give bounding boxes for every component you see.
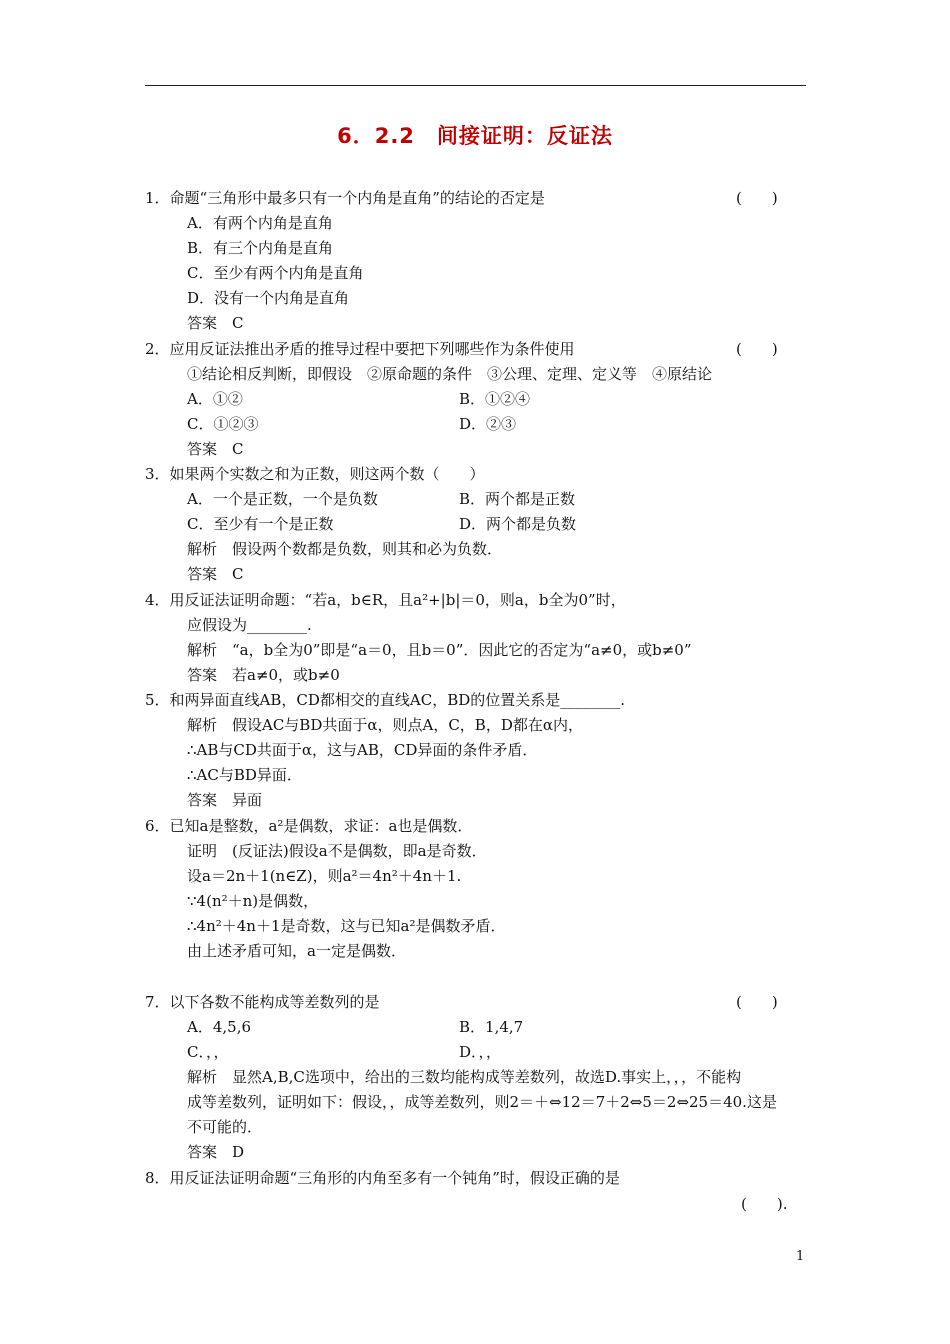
text-line (0, 1065, 950, 1090)
text-segment: 6．已知a是整数，a²是偶数，求证：a也是偶数． (145, 817, 473, 835)
text-segment: C．至少有两个内角是直角 (187, 264, 364, 282)
text-segment: 设a＝2n＋1(n∈Z)，则a²＝4n²＋4n＋1. (187, 867, 462, 885)
text-line (0, 914, 950, 939)
text-segment: B．有三个内角是直角 (187, 239, 334, 257)
text-segment: B．1,4,7 (459, 1018, 524, 1036)
text-line (0, 462, 950, 487)
text-segment: ∴4n²＋4n＋1是奇数，这与已知a²是偶数矛盾． (187, 917, 506, 935)
text-line (0, 1140, 950, 1165)
text-line (0, 311, 950, 336)
text-line (0, 990, 950, 1015)
text-segment: ( ) (736, 993, 778, 1011)
text-line (0, 337, 950, 362)
text-line (0, 788, 950, 813)
text-segment: D．②③ (459, 415, 517, 433)
text-line (0, 387, 950, 412)
text-line (0, 588, 950, 613)
text-segment: ∴AC与BD异面． (187, 766, 302, 784)
text-line (0, 1115, 950, 1140)
text-segment: A．一个是正数，一个是负数 (187, 490, 378, 508)
text-line (0, 1166, 950, 1191)
text-line (0, 839, 950, 864)
text-line (0, 236, 950, 261)
text-segment: 不可能的． (187, 1118, 263, 1136)
text-line (0, 864, 950, 889)
page-title: 6．2.2 间接证明：反证法 (337, 124, 613, 148)
text-segment: C．至少有一个是正数 (187, 515, 334, 533)
text-segment: 解析 显然A,B,C选项中，给出的三数均能构成等差数列，故选D.事实上，，，不能构 (187, 1068, 742, 1086)
text-line (0, 437, 950, 462)
text-segment: 证明 (反证法)假设a不是偶数，即a是奇数． (187, 842, 487, 860)
text-line (0, 713, 950, 738)
text-segment: 8．用反证法证明命题“三角形的内角至多有一个钝角”时，假设正确的是 (145, 1169, 620, 1187)
text-segment: B．①②④ (459, 390, 531, 408)
text-segment: ∵4(n²＋n)是偶数， (187, 892, 319, 910)
text-segment: D．没有一个内角是直角 (187, 289, 350, 307)
text-segment: A．有两个内角是直角 (187, 214, 333, 232)
text-line (0, 1192, 950, 1217)
text-segment: 5．和两异面直线AB，CD都相交的直线AC，BD的位置关系是________. (145, 691, 626, 709)
text-segment: D．，， (459, 1043, 502, 1061)
text-segment: 解析 假设AC与BD共面于α，则点A，C，B，D都在α内， (187, 716, 583, 734)
text-line (0, 738, 950, 763)
text-line (0, 1040, 950, 1065)
header-rule (145, 85, 806, 86)
text-line (0, 487, 950, 512)
text-line (0, 939, 950, 964)
text-line (0, 889, 950, 914)
text-line (0, 1015, 950, 1040)
text-segment: 答案 C (187, 565, 244, 583)
text-line (0, 638, 950, 663)
text-segment: 1．命题“三角形中最多只有一个内角是直角”的结论的否定是 (145, 189, 545, 207)
text-segment: 成等差数列，证明如下：假设，，成等差数列，则2＝＋⇔12＝7＋2⇔5＝2⇔25＝40.这是 (187, 1093, 777, 1111)
text-segment: 答案 C (187, 314, 244, 332)
text-segment: 应假设为________. (187, 616, 312, 634)
text-segment: A．4,5,6 (187, 1018, 251, 1036)
text-segment: D．两个都是负数 (459, 515, 577, 533)
text-line (0, 537, 950, 562)
text-segment: 2．应用反证法推出矛盾的推导过程中要把下列哪些作为条件使用 (145, 340, 575, 358)
text-line (0, 814, 950, 839)
text-line (0, 688, 950, 713)
text-line (0, 512, 950, 537)
text-line (0, 286, 950, 311)
text-line (0, 186, 950, 211)
text-segment: 答案 C (187, 440, 244, 458)
text-segment: 答案 D (187, 1143, 245, 1161)
text-segment: 7．以下各数不能构成等差数列的是 (145, 993, 380, 1011)
text-segment: ( ). (741, 1195, 788, 1213)
text-segment: C．，， (187, 1043, 229, 1061)
text-line (0, 261, 950, 286)
text-line (0, 412, 950, 437)
text-segment: ①结论相反判断，即假设 ②原命题的条件 ③公理、定理、定义等 ④原结论 (187, 365, 713, 383)
text-segment: A．①② (187, 390, 243, 408)
text-line (0, 663, 950, 688)
text-segment: C．①②③ (187, 415, 259, 433)
text-line (0, 562, 950, 587)
text-line (0, 1090, 950, 1115)
text-segment: B．两个都是正数 (459, 490, 576, 508)
text-segment: 3．如果两个实数之和为正数，则这两个数（ ） (145, 465, 485, 483)
text-segment: 解析 假设两个数都是负数，则其和必为负数． (187, 540, 503, 558)
text-line (0, 613, 950, 638)
text-segment: ( ) (736, 340, 778, 358)
text-segment: 答案 异面 (187, 791, 263, 809)
page-number: 1 (796, 1249, 805, 1264)
text-line (0, 211, 950, 236)
text-line (0, 362, 950, 387)
text-segment: ( ) (736, 189, 778, 207)
text-segment: 4．用反证法证明命题：“若a，b∈R，且a²+|b|＝0，则a，b全为0”时， (145, 591, 626, 609)
text-segment: 解析 “a，b全为0”即是“a＝0，且b＝0”．因此它的否定为“a≠0，或b≠0” (187, 641, 692, 659)
text-segment: ∴AB与CD共面于α，这与AB，CD异面的条件矛盾． (187, 741, 538, 759)
text-line (0, 763, 950, 788)
text-segment: 由上述矛盾可知，a一定是偶数． (187, 942, 406, 960)
text-segment: 答案 若a≠0，或b≠0 (187, 666, 340, 684)
